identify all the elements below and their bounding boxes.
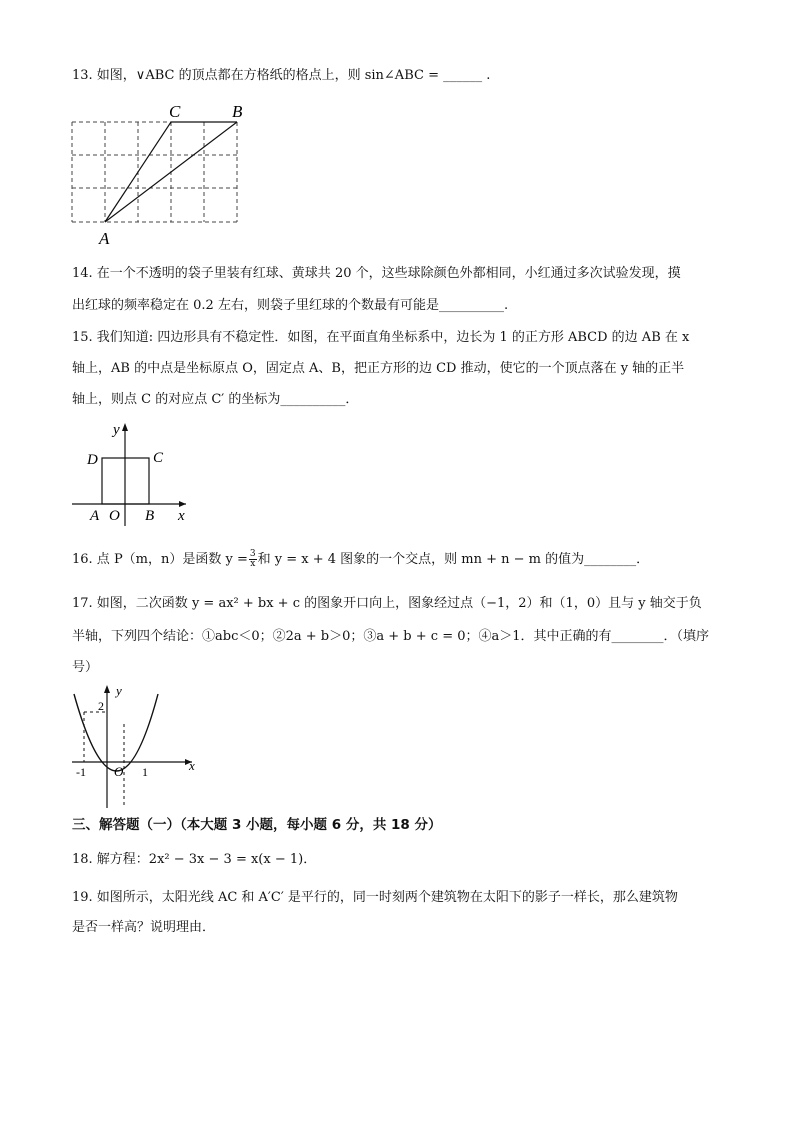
q15-text-line2: 轴上，AB 的中点是坐标原点 O，固定点 A、B，把正方形的边 CD 推动，使它的一个顶点落在 y 轴的正半 — [72, 361, 685, 376]
q15-y-arrow — [122, 423, 128, 431]
q13-text: 13. 如图，∨ABC 的顶点都在方格纸的格点上，则 sin∠ABC = ______ . — [72, 68, 491, 83]
q13-label-c: C — [169, 102, 181, 121]
q17-label-1: 1 — [142, 765, 148, 779]
q17-label-2: 2 — [98, 699, 104, 713]
q13-label-b: B — [232, 102, 243, 121]
q17-parabola-figure — [66, 680, 206, 812]
q16-prefix: 16. 点 P（m，n）是函数 y = — [72, 552, 248, 567]
q15-label-y: y — [113, 422, 120, 438]
q15-label-c: C — [153, 450, 164, 466]
q17-y-arrow — [104, 685, 110, 693]
q19-text-line2: 是否一样高？说明理由． — [72, 920, 216, 935]
q17-label-x: x — [189, 758, 195, 773]
q15-square-figure — [66, 418, 196, 530]
q18-text: 18. 解方程：2x² − 3x − 3 = x(x − 1)． — [72, 852, 317, 867]
q17-text-line3: 号） — [72, 660, 99, 675]
q14-text-line2: 出红球的频率稳定在 0.2 左右，则袋子里红球的个数最有可能是__________. — [72, 298, 509, 313]
section3-heading: 三、解答题（一）（本大题 3 小题，每小题 6 分，共 18 分） — [72, 817, 442, 833]
q13-label-a: A — [99, 229, 110, 248]
q15-label-o: O — [109, 508, 120, 524]
q17-axes — [72, 692, 192, 808]
q16-fraction — [249, 550, 257, 569]
q13-grid-lines — [72, 122, 237, 222]
q17-label-neg1: -1 — [76, 765, 86, 779]
q14-text-line1: 14. 在一个不透明的袋子里装有红球、黄球共 20 个，这些球除颜色外都相同，小红通过多次试验发现，摸 — [72, 266, 681, 281]
q15-label-b: B — [145, 508, 155, 524]
q16-frac-denominator: x — [250, 559, 256, 569]
q17-label-y: y — [116, 683, 122, 698]
q17-text-line1: 17. 如图，二次函数 y = ax² + bx + c 的图象开口向上，图象经过点（−1，2）和（1，0）且与 y 轴交于负 — [72, 596, 702, 611]
q16-frac-numerator: 3 — [249, 549, 256, 559]
q17-label-o: O — [114, 764, 124, 779]
q16-text — [72, 550, 649, 570]
q17-parabola — [74, 694, 158, 771]
q15-x-arrow — [179, 501, 186, 507]
q17-guide-lines — [84, 712, 124, 808]
q15-text-line1: 15. 我们知道: 四边形具有不稳定性．如图，在平面直角坐标系中，边长为 1 的正方形 ABCD 的边 AB 在 x — [72, 330, 690, 345]
q17-text-line2: 半轴，下列四个结论：①abc＜0；②2a + b＞0；③a + b + c = 0；④a＞1．其中正确的有________．（填序 — [72, 629, 710, 644]
q15-text-line3: 轴上，则点 C 的对应点 C′ 的坐标为__________． — [72, 392, 359, 407]
q13-grid-figure — [66, 98, 256, 250]
q15-label-x: x — [178, 508, 185, 524]
q16-suffix: 和 y = x + 4 图象的一个交点，则 mn + n − m 的值为________． — [257, 552, 650, 567]
q19-text-line1: 19. 如图所示，太阳光线 AC 和 A′C′ 是平行的，同一时刻两个建筑物在太阳下的影子一样长，那么建筑物 — [72, 890, 678, 905]
q15-label-a: A — [90, 508, 100, 524]
q15-label-d: D — [87, 452, 98, 468]
